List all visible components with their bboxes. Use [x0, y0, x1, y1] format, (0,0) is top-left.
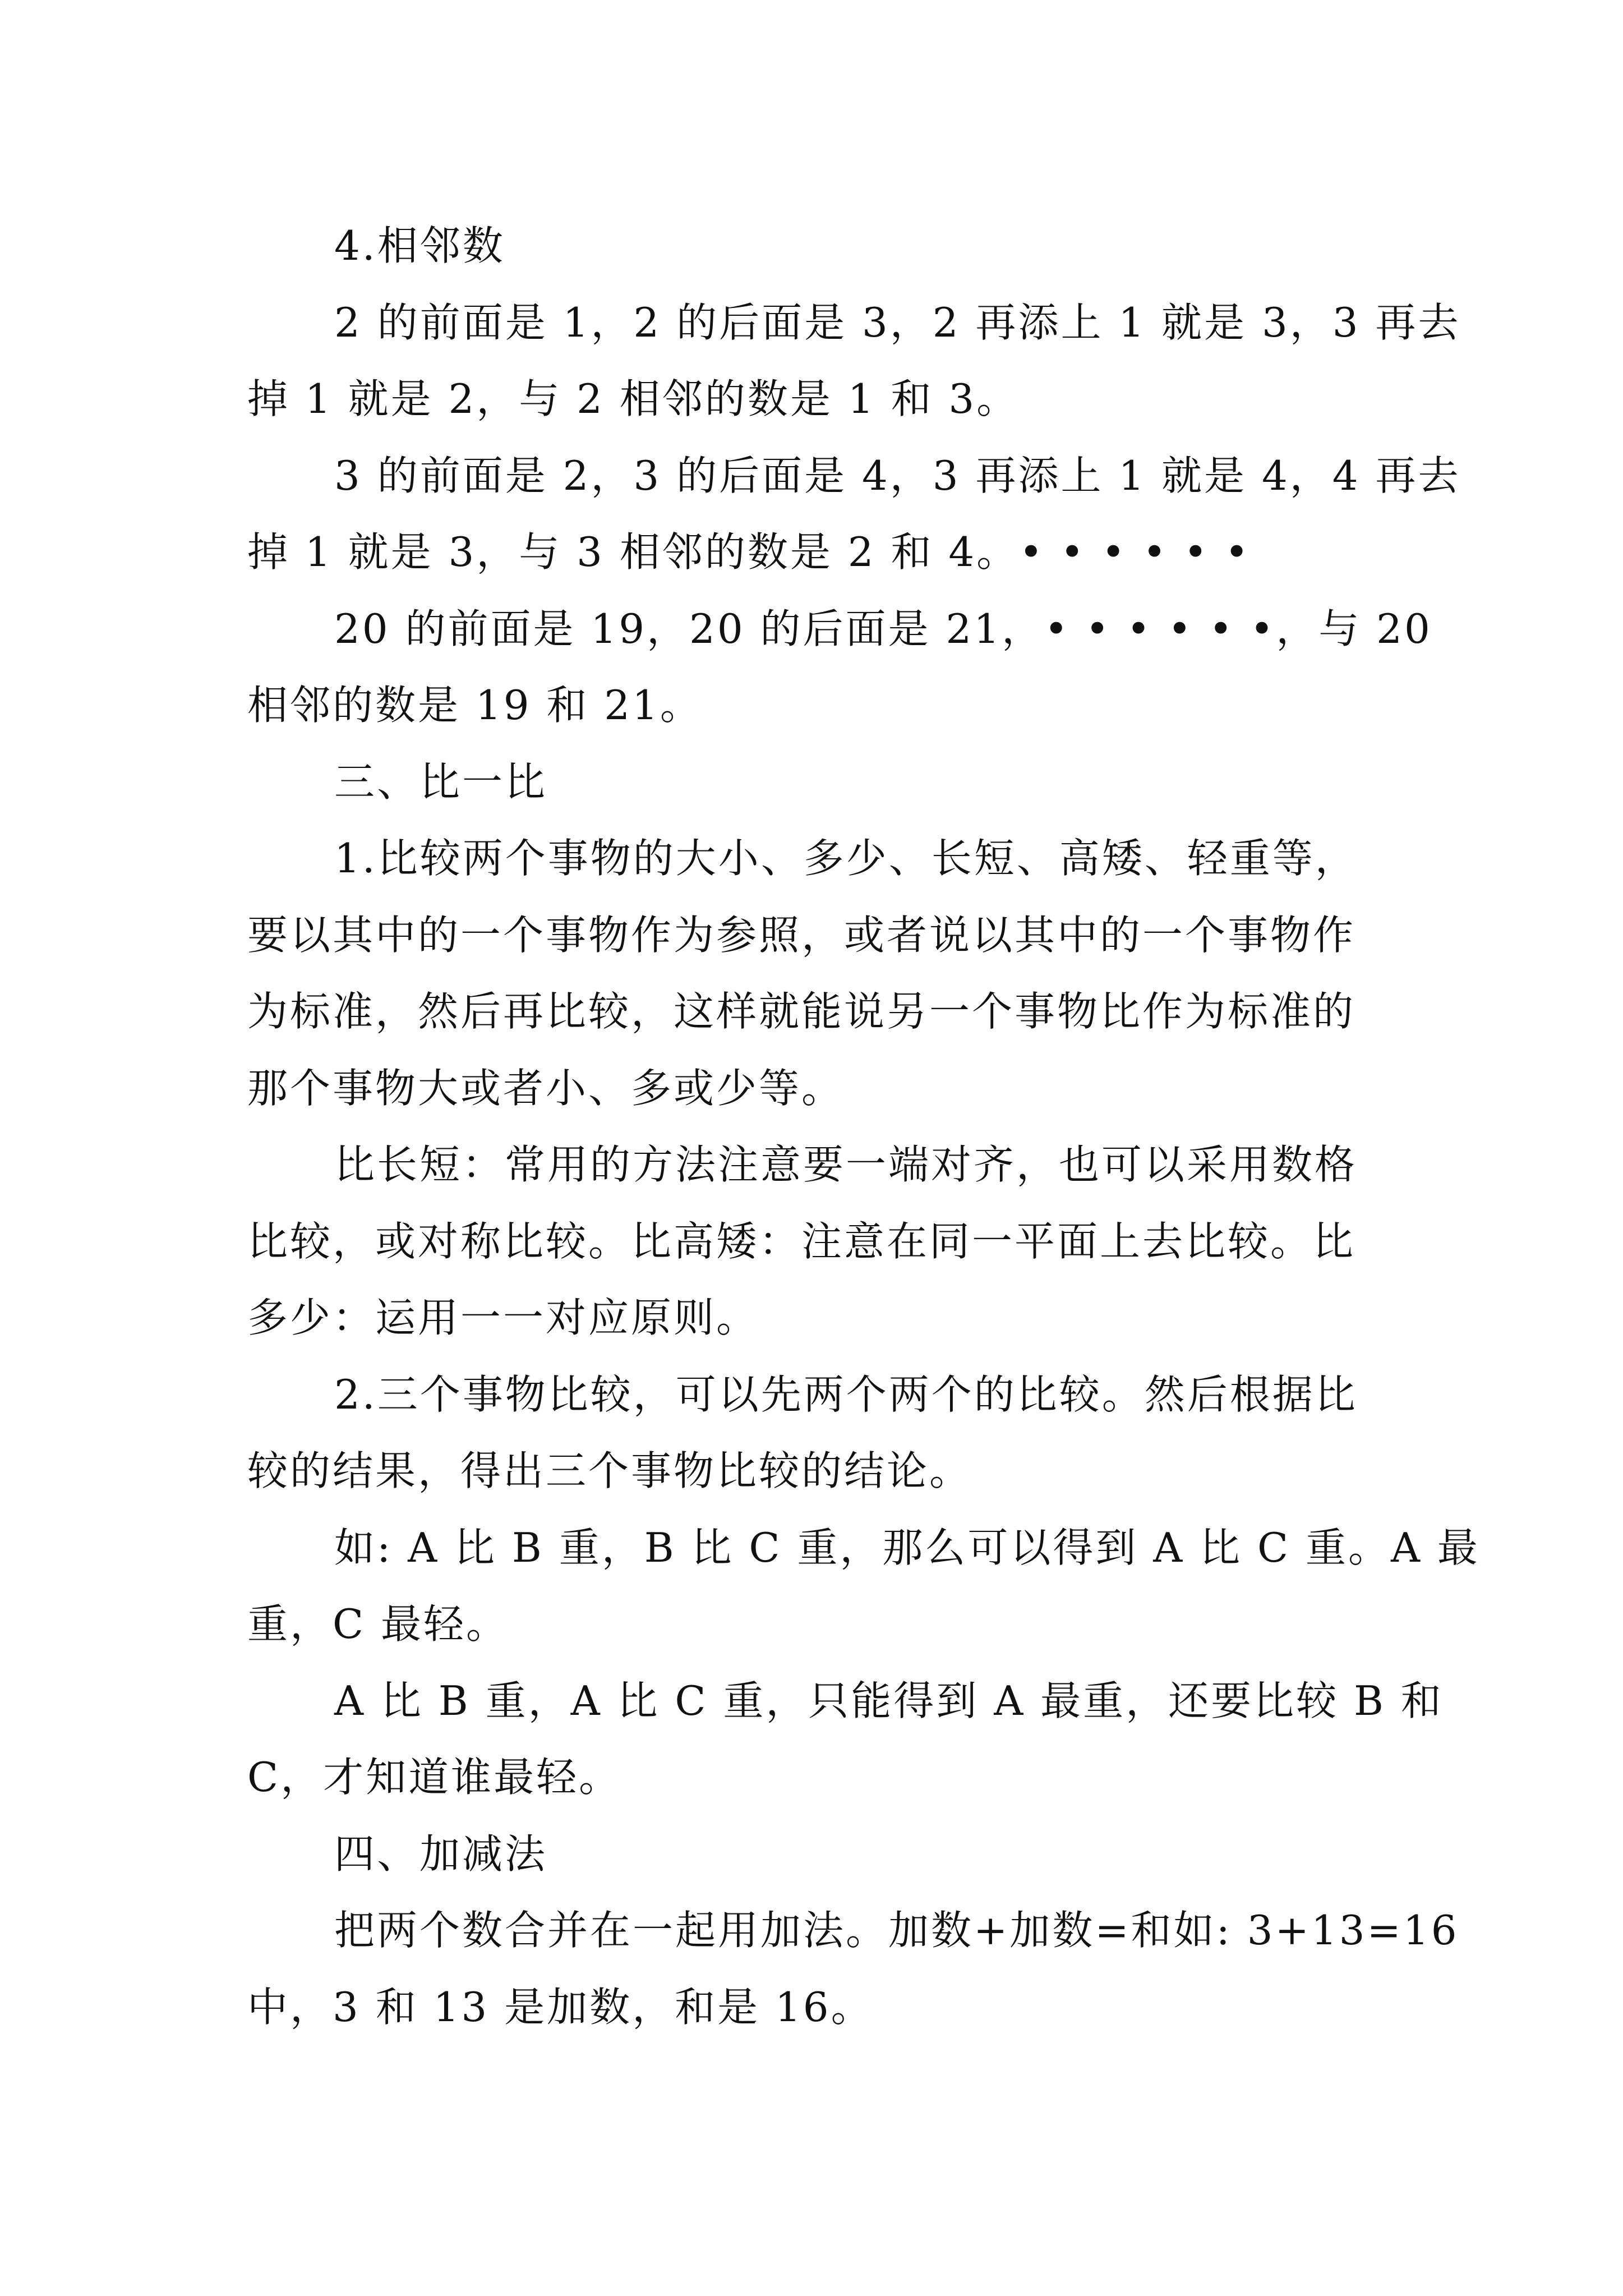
section-heading-compare: 三、比一比 [334, 758, 548, 806]
text-line: 把两个数合并在一起用加法。加数+加数=和如: 3+13=16 [334, 1907, 1459, 1954]
text-line: 多少：运用一一对应原则。 [247, 1294, 759, 1341]
section-heading-addition-subtraction: 四、加减法 [334, 1830, 548, 1878]
text-line: 掉 1 就是 3，与 3 相邻的数是 2 和 4。• • • • • • [247, 528, 1251, 576]
text-line: 20 的前面是 19，20 的后面是 21，• • • • • •，与 20 [334, 605, 1432, 652]
text-line: 比较，或对称比较。比高矮：注意在同一平面上去比较。比 [247, 1217, 1356, 1265]
text-line: 相邻的数是 19 和 21。 [247, 682, 703, 729]
text-line: 比长短：常用的方法注意要一端对齐，也可以采用数格 [334, 1141, 1358, 1188]
text-line: 重，C 最轻。 [247, 1600, 509, 1648]
text-line: 中，3 和 13 是加数，和是 16。 [247, 1983, 874, 2031]
document-page [247, 208, 1480, 2045]
text-line: 那个事物大或者小、多或少等。 [247, 1064, 845, 1112]
text-line: 为标准，然后再比较，这样就能说另一个事物比作为标准的 [247, 988, 1356, 1035]
text-line: 如: A 比 B 重，B 比 C 重，那么可以得到 A 比 C 重。A 最 [334, 1524, 1480, 1571]
text-line: 2 的前面是 1，2 的后面是 3，2 再添上 1 就是 3，3 再去 [334, 298, 1461, 346]
text-line: A 比 B 重，A 比 C 重，只能得到 A 最重，还要比较 B 和 [334, 1677, 1444, 1724]
text-line: 掉 1 就是 2，与 2 相邻的数是 1 和 3。 [247, 375, 1020, 422]
heading-adjacent-numbers: 4.相邻数 [334, 222, 505, 269]
text-line: 3 的前面是 2，3 的后面是 4，3 再添上 1 就是 4，4 再去 [334, 452, 1461, 499]
text-line: 要以其中的一个事物作为参照，或者说以其中的一个事物作 [247, 911, 1356, 959]
text-line: C，才知道谁最轻。 [247, 1754, 622, 1801]
text-line: 2.三个事物比较，可以先两个两个的比较。然后根据比 [334, 1370, 1358, 1418]
text-line: 1.比较两个事物的大小、多少、长短、高矮、轻重等， [334, 835, 1358, 882]
text-line: 较的结果，得出三个事物比较的结论。 [247, 1447, 972, 1494]
